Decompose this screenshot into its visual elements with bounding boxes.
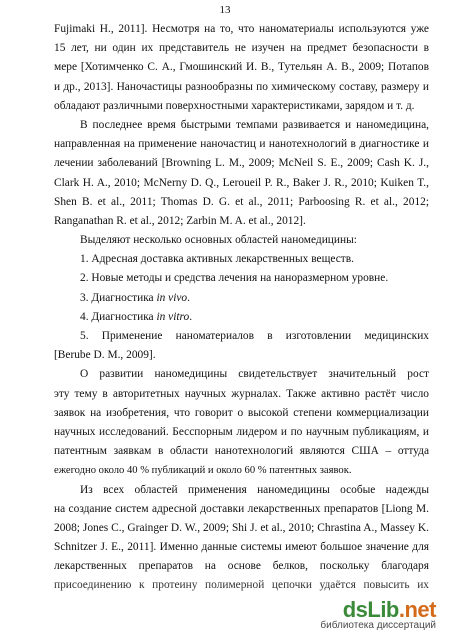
text-line: [Berube D. M., 2009]. (54, 349, 156, 362)
body-text (54, 20, 429, 596)
text-line: патентным заявкам в области нанотехнологий являются США – оттуда (54, 445, 429, 458)
italic-term: in vitro (156, 310, 190, 323)
text-line: Из всех областей применения наномедицины особые надежды (80, 483, 429, 496)
text-line: научных исследований. Бесспорным лидером и по научным публикациям, и (54, 425, 429, 438)
text-line: 3. Диагностика in vivo. (80, 291, 190, 304)
text-line: обладают различными поверхностными характеристиками, зарядом и т. д. (54, 99, 415, 112)
text-line: Fujimaki H., 2011]. Несмотря на то, что наноматериалы используются уже (54, 23, 429, 35)
text-line: 5. Применение наноматериалов в изготовлении медицинских (80, 330, 429, 342)
text-line: лекарственных препаратов на основе белков, поскольку благодаря (54, 560, 429, 573)
page-number: 13 (219, 4, 231, 16)
text-line: заявок на изобретения, что говорит о высокой степени коммерциализации (54, 406, 429, 419)
text-line: 15 лет, ни один их представитель не изучен на предмет безопасности в (54, 42, 429, 55)
text-line: и др., 2013]. Наночастицы разнообразны по химическому составу, размеру и (54, 80, 429, 93)
text-line: 2008; Jones C., Grainger D. W., 2009; Shi J. et al., 2010; Chrastina A., Massey K. (54, 521, 429, 534)
text-line: на создание систем адресной доставки лекарственных препаратов [Liong M. (54, 502, 429, 515)
text-line: Shen B. et al., 2011; Thomas D. G. et al., 2011; Parboosing R. et al., 2012; (54, 195, 429, 208)
text-line: ежегодно около 40 % публикаций и около 60 % патентных заявок. (54, 465, 352, 477)
text-line: Schnitzer J. E., 2011]. Именно данные системы имеют большое значение для (54, 541, 429, 554)
italic-term: in vivo (156, 291, 188, 304)
text-line: 1. Адресная доставка активных лекарственных веществ. (80, 253, 354, 266)
watermark (310, 597, 438, 631)
watermark-logo-tld: .net (398, 597, 436, 622)
text-line: эту тему в авторитетных научных журналах. Также активно растёт число (54, 387, 429, 400)
text-line: Ranganathan R. et al., 2012; Zarbin M. A. et al., 2012]. (54, 214, 306, 227)
text-line: О развитии наномедицины свидетельствует значительный рост (80, 368, 429, 381)
text-line: присоединению к протеину полимерной цепочки удаётся повысить их (54, 579, 429, 592)
watermark-logo-main: dsLib (342, 597, 399, 622)
text-line: 2. Новые методы и средства лечения на наноразмерном уровне. (80, 272, 389, 285)
text-line: В последнее время быстрыми темпами развивается и наномедицина, (80, 118, 429, 131)
text-line: Clark H. A., 2010; McNerny D. Q., Leroueil P. R., Baker J. R., 2010; Kuiken T., (54, 176, 429, 189)
text-line: направленная на применение наночастиц и нанотехнологий в диагностике и (54, 138, 429, 151)
text-line: лечении заболеваний [Browning L. M., 2009; McNeil S. E., 2009; Cash K. J., (54, 157, 429, 170)
text-line: 4. Диагностика in vitro. (80, 310, 193, 323)
text-line: Выделяют несколько основных областей наномедицины: (80, 234, 357, 247)
watermark-subtitle: библиотека диссертаций (320, 620, 436, 631)
text-line: мере [Хотимченко С. А., Гмошинский И. В., Тутельян А. В., 2009; Потапов (54, 61, 429, 74)
